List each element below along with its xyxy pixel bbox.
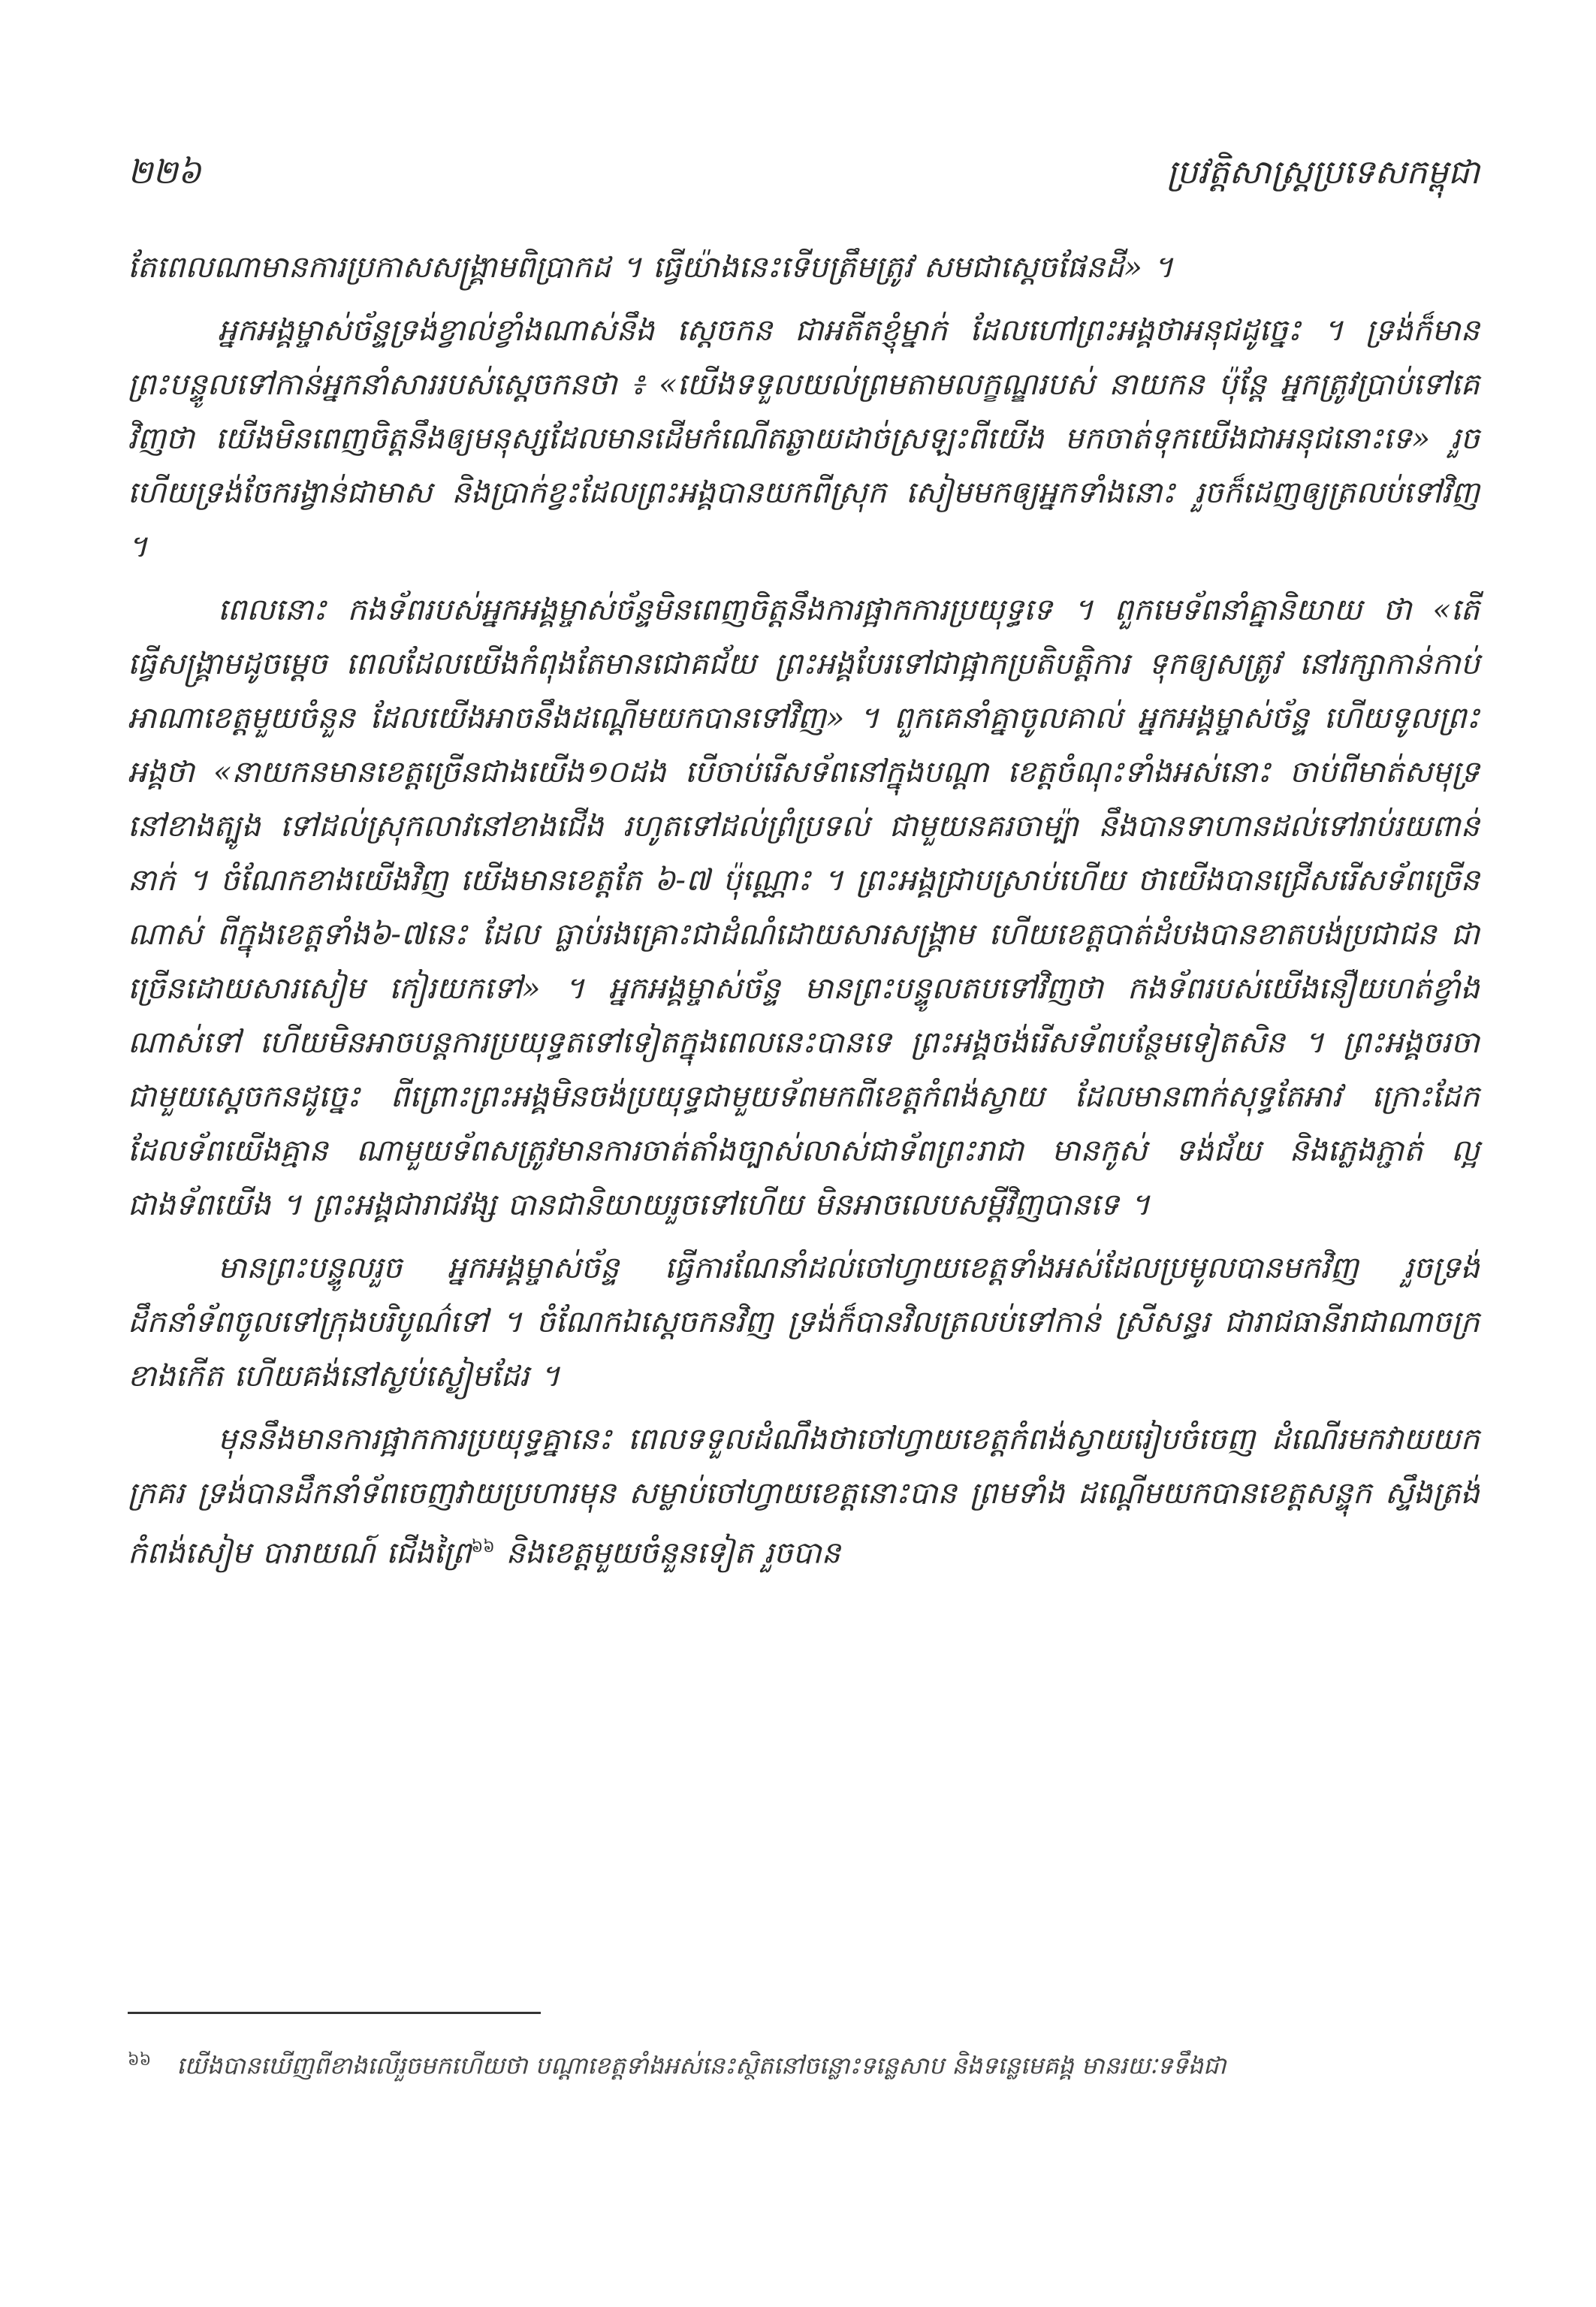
footnote-reference[interactable]: ៦៦ bbox=[471, 1538, 495, 1557]
paragraph-4: មានព្រះបន្ទូលរួច អ្នកអង្គម្ចាស់ច័ន្ទ ធ្វើការណែនាំដល់ចៅហ្វាយខេត្តទាំងអស់ដែលប្រមូលបានមកវិញ រួចទ្រង់ដឹកនាំទ័ពចូលទៅក្រុងបរិបូណ៌ទៅ ។ ចំណែកឯស្ដេចកនវិញ ទ្រង់ក៏បានវិលត្រលប់ទៅកាន់ ស្រីសន្ធរ ជារាជធានីរាជាណាចក្រខាងកើត ហើយគង់នៅស្ងប់ស្ងៀមដែរ ។ bbox=[128, 1251, 1480, 1394]
footnote-divider bbox=[128, 2012, 541, 2014]
page-number: ២២៦ bbox=[128, 153, 201, 192]
running-title: ប្រវត្តិសាស្ត្រប្រទេសកម្ពុជា bbox=[1166, 153, 1480, 192]
page-header bbox=[128, 143, 1480, 203]
paragraph-5-tail: និងខេត្តមួយចំនួនទៀត រួចបាន bbox=[505, 1535, 841, 1571]
footnote-text: យើងបានឃើញពីខាងលើរួចមកហើយថា បណ្ដាខេត្តទាំងអស់នេះស្ថិតនៅចន្លោះទន្លេសាប និងទន្លេមេគង្គ មានរយៈទទឹងជា bbox=[176, 2051, 1226, 2080]
paragraph-2: អ្នកអង្គម្ចាស់ច័ន្ទទ្រង់ខ្វាល់ខ្វាំងណាស់នឹង ស្ដេចកន ជាអតីតខ្ញុំម្នាក់ ដែលហៅព្រះអង្គថាអនុជដូច្នេះ ។ ទ្រង់ក៏មានព្រះបន្ទូលទៅកាន់អ្នកនាំសាររបស់ស្ដេចកនថា ៖ «យើងទទួលយល់ព្រមតាមលក្ខណ្ឌរបស់ នាយកន ប៉ុន្តែ អ្នកត្រូវប្រាប់ទៅគេវិញថា យើងមិនពេញចិត្តនឹងឲ្យមនុស្សដែលមានដើមកំណើតឆ្ងាយដាច់ស្រឡះពីយើង មកចាត់ទុកយើងជាអនុជនោះទេ» រួចហើយទ្រង់ចែករង្វាន់ជាមាស និងប្រាក់ខ្វះដែលព្រះអង្គបានយកពីស្រុក សៀមមកឲ្យអ្នកទាំងនោះ រួចក៏ដេញឲ្យត្រលប់ទៅវិញ ។ bbox=[128, 313, 1480, 564]
paragraph-5-text: មុននឹងមានការផ្អាកការប្រយុទ្ធគ្នានេះ ពេលទទួលដំណឹងថាចៅហ្វាយខេត្តកំពង់ស្វាយរៀបចំចេញ ដំណើរមកវាយយកក្រគរ ទ្រង់បានដឹកនាំទ័ពចេញវាយប្រហារមុន សម្លាប់ចៅហ្វាយខេត្តនោះបាន ព្រមទាំង ដណ្ដើមយកបានខេត្តសន្ទុក ស្ទឹងត្រង់ កំពង់សៀម បារាយណ៍ ជើងព្រៃ bbox=[128, 1422, 1480, 1571]
paragraph-3: ពេលនោះ កងទ័ពរបស់អ្នកអង្គម្ចាស់ច័ន្ទមិនពេញចិត្តនឹងការផ្អាកការប្រយុទ្ធទេ ។ ពួកមេទ័ពនាំគ្នានិយាយ ថា «តើធ្វើសង្គ្រាមដូចម្ដេច ពេលដែលយើងកំពុងតែមានជោគជ័យ ព្រះអង្គបែរទៅជាផ្អាកប្រតិបត្តិការ ទុកឲ្យសត្រូវ នៅរក្សាកាន់កាប់អាណាខេត្តមួយចំនួន ដែលយើងអាចនឹងដណ្ដើមយកបានទៅវិញ» ។ ពួកគេនាំគ្នាចូលគាល់ អ្នកអង្គម្ចាស់ច័ន្ទ ហើយទូលព្រះអង្គថា «នាយកនមានខេត្តច្រើនជាងយើង១០ដង បើចាប់រើសទ័ពនៅក្នុងបណ្ដា ខេត្តចំណុះទាំងអស់នោះ ចាប់ពីមាត់សមុទ្រនៅខាងត្បូង ទៅដល់ស្រុកលាវនៅខាងជើង រហូតទៅដល់ព្រំប្រទល់ ជាមួយនគរចាម្ប៉ា នឹងបានទាហានដល់ទៅរាប់រយពាន់នាក់ ។ ចំណែកខាងយើងវិញ យើងមានខេត្តតែ ៦-៧ ប៉ុណ្ណោះ ។ ព្រះអង្គជ្រាបស្រាប់ហើយ ថាយើងបានជ្រើសរើសទ័ពច្រើនណាស់ ពីក្នុងខេត្តទាំង៦-៧នេះ ដែល ធ្លាប់រងគ្រោះជាដំណំដោយសារសង្គ្រាម ហើយខេត្តបាត់ដំបងបានខាតបង់ប្រជាជន ជាច្រើនដោយសារសៀម កៀរយកទៅ» ។ អ្នកអង្គម្ចាស់ច័ន្ទ មានព្រះបន្ទូលតបទៅវិញថា កងទ័ពរបស់យើងនឿយហត់ខ្វាំងណាស់ទៅ ហើយមិនអាចបន្តការប្រយុទ្ធតទៅទៀតក្នុងពេលនេះបានទេ ព្រះអង្គចង់រើសទ័ពបន្ថែមទៀតសិន ។ ព្រះអង្គចរចា ជាមួយស្ដេចកនដូច្នេះ ពីព្រោះព្រះអង្គមិនចង់ប្រយុទ្ធជាមួយទ័ពមកពីខេត្តកំពង់ស្វាយ ដែលមានពាក់សុទ្ធតែអាវ ក្រោះដែកដែលទ័ពយើងគ្មាន ណាមួយទ័ពសត្រូវមានការចាត់តាំងច្បាស់លាស់ជាទ័ពព្រះរាជា មានកូស់ ទង់ជ័យ និងភ្លេងភ្ជាត់ ល្អជាងទ័ពយើង ។ ព្រះអង្គជារាជវង្ស បានជានិយាយរួចទៅហើយ មិនអាចលេបសម្ដីវិញបានទេ ។ bbox=[128, 593, 1480, 1222]
body-text bbox=[128, 240, 1480, 1589]
footnote-marker: ៦៦ bbox=[128, 2051, 152, 2070]
paragraph-1: តែពេលណាមានការប្រកាសសង្គ្រាមពិប្រាកដ ។ ធ្វើយ៉ាងនេះទើបត្រឹមត្រូវ សមជាស្ដេចផែនដី» ។ bbox=[128, 250, 1173, 285]
paragraph-5 bbox=[128, 1412, 1480, 1580]
footnote bbox=[128, 2040, 1480, 2087]
